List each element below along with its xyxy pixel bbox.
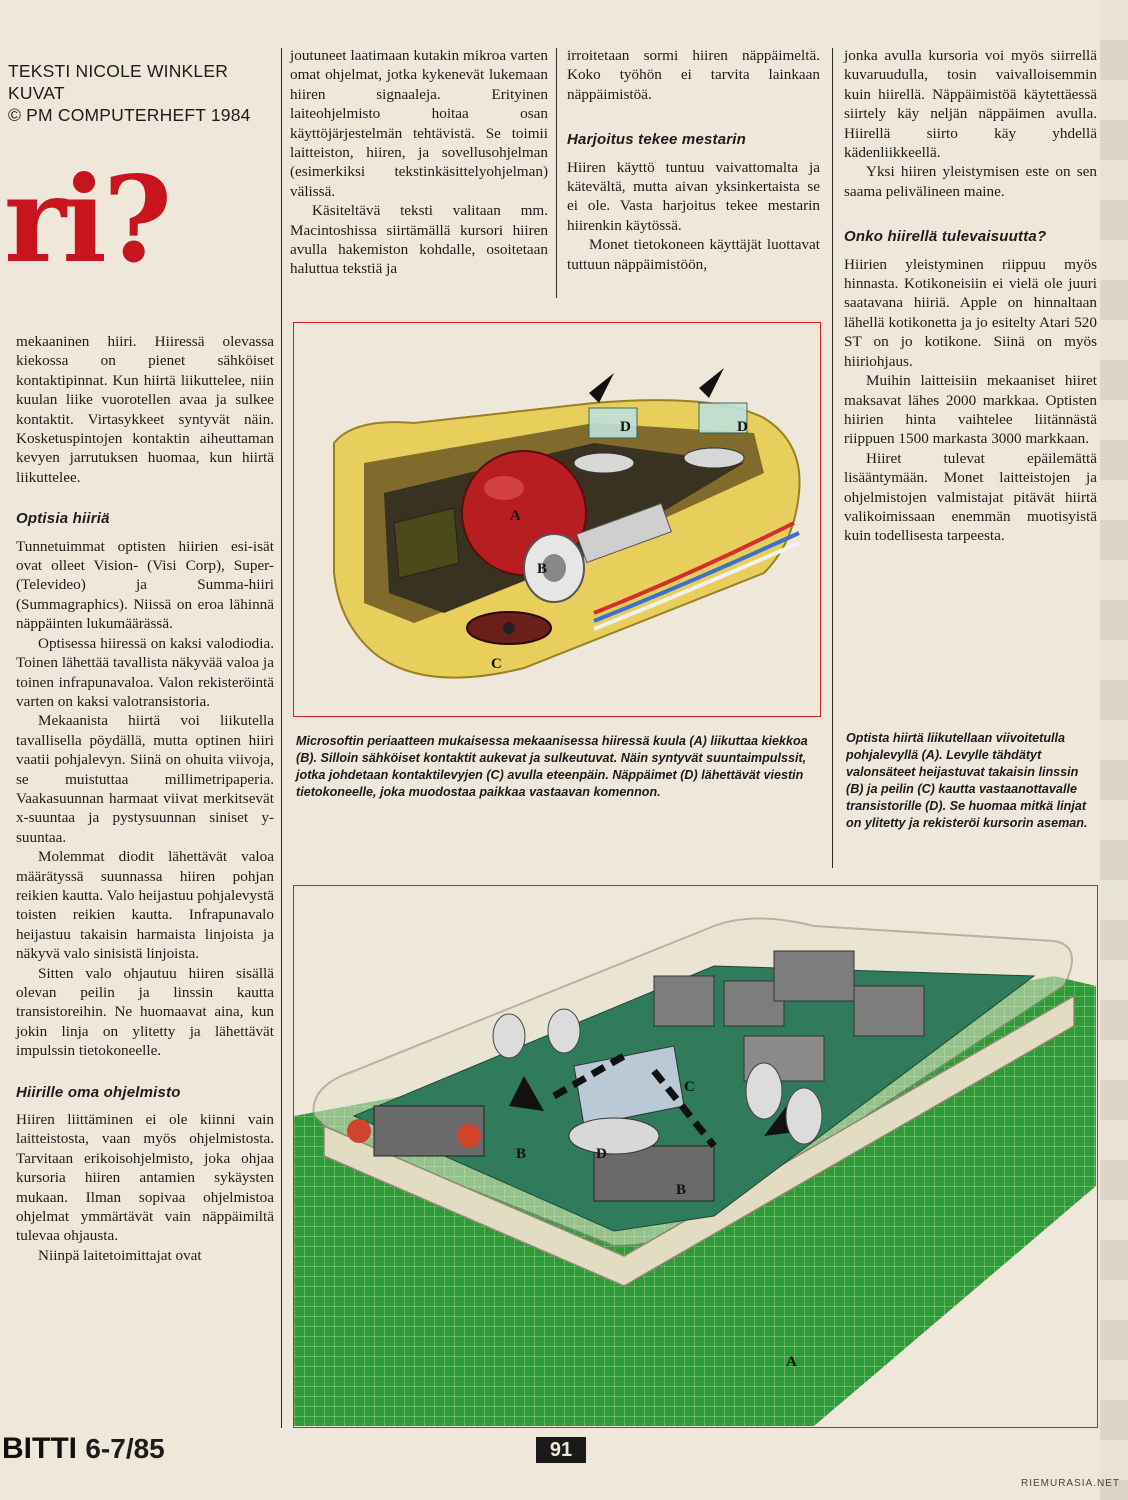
paragraph: Niinpä laitetoimittajat ovat [38, 1246, 202, 1264]
credits-text: TEKSTI NICOLE WINKLER [8, 61, 229, 81]
paragraph: Hiiren liittäminen ei ole kiinni vain laitteistosta, vaan myös ohjelmistosta. Tarvitaan erikoisohjelmisto, joka ohjaa kursoria hiiren antamien sykäysten mukaan. Ilman sopivaa ohjelmistoa ohjelmat ymmärtävät vain näppäimiltä tulevaa ohjausta. [16, 1111, 274, 1245]
paragraph: Hiirien yleistyminen riippuu myös hinnasta. Kotikoneisiin ei vielä ole juuri saatavana hiiriä. Apple on hinnaltaan lähellä kotikonetta ja jo esitelty Atari 520 ST on jo kotikone. Siinä on myös hiiriohjaus. [844, 255, 1097, 370]
label-c: C [491, 656, 502, 672]
issue-number: 6-7/85 [85, 1433, 165, 1464]
label-c: C [684, 1079, 695, 1095]
paragraph: jonka avulla kursoria voi myös siirrellä kuvaruudulla, tosin vaivalloisemmin kuin hiirellä. Näppäimistöä käytettäessä siirtely käy neljän näppäimen avulla. Hiirellä siirto käy yhdellä kädenliikkeellä. [844, 47, 1097, 162]
figure-optical-mouse [293, 885, 1098, 1428]
caption-mechanical-mouse: Microsoftin periaatteen mukaisessa mekaanisessa hiiressä kuula (A) liikuttaa kiekkoa (B). Silloin sähköiset kontaktit aukevat ja sulkeutuvat. Näin syntyvät suuntaimpulssit, jotka johdetaan kontaktilevyjen (C) avulla eteenpäin. Näppäimet (D) lähettävät viestin tietokoneelle, joka muodostaa paikkaa vastaavan komennon. [296, 734, 808, 799]
paragraph: Käsiteltävä teksti valitaan mm. Macintoshissa siirtämällä kursori hiiren avulla hakemiston kohdalle, osoitetaan haluttua tekstiä ja [290, 202, 548, 278]
credits-photos: KUVAT [8, 83, 65, 103]
label-d-right: D [737, 419, 748, 435]
paragraph: Hiiret tulevat epäilemättä lisääntymään. Monet laitteistojen ja ohjelmistojen valmistajat pitävät hiirtä valikoimissaan enemmän muotisyistä kuin todellisesta tarpeesta. [844, 449, 1097, 545]
paragraph: Molemmat diodit lähettävät valoa määrätyssä suunnassa hiiren pohjan reikien kautta. Valo heijastuu pohjalevystä toisten reikien kautta. Infrapunavalo heijastuu takaisin harmaista linjoista ja näkyvä valo sinisistä linjoista. [16, 848, 274, 963]
site-watermark: RIEMURASIA.NET [1020, 1478, 1120, 1489]
paragraph: joutuneet laatimaan kutakin mikroa varten omat ohjelmat, jotka kykenevät lukemaan hiiren signaaleja. Erityinen laiteohjelmisto hoitaa osan käyttöjärjestelmän tehtävistä. Se toimii laitteiston, hiiren, ja sovellusohjelman (esimerkiksi tekstinkäsittelyohjelman) välissä. [290, 47, 548, 200]
column-rule [832, 48, 833, 868]
subheading-optical: Optisia hiiriä [16, 510, 110, 528]
label-d-left: D [620, 419, 631, 435]
paragraph: Optisessa hiiressä on kaksi valodiodia. Toinen lähettää tavallista näkyvää valoa ja toinen infrapunavaloa. Valon rekisteröintä varten on kaksi valotransistoria. [16, 634, 274, 710]
credits-copyright: © PM COMPUTERHEFT 1984 [8, 105, 251, 125]
footer-masthead [2, 1432, 165, 1466]
caption-optical-mouse: Optista hiirtä liikutellaan viivoitetulla pohjalevyllä (A). Levylle tähdätyt valonsäteet heijastuvat takaisin linssin (B) ja peilin (C) kautta vastaanottavalle transistorille (D). Se huomaa mitkä linjat on ylitetty ja rekisteröi kursorin aseman. [846, 731, 1088, 830]
subheading-future: Onko hiirellä tulevaisuutta? [844, 228, 1047, 246]
text-column-4 [844, 46, 1097, 546]
label-a: A [786, 1354, 797, 1370]
paragraph: Hiiren käyttö tuntuu vaivattomalta ja kätevältä, mutta aivan yksinkertaista se ei ole. Vasta harjoitus tekee mestarin hiirenkin käytössä. [567, 158, 820, 234]
figure-mechanical-mouse [293, 322, 821, 717]
mechanical-mouse-illustration [294, 323, 819, 715]
article-credits [8, 60, 276, 126]
adjacent-page-edge [1100, 0, 1128, 1500]
text-column-1 [16, 332, 274, 1265]
label-b-right: B [676, 1182, 687, 1198]
magazine-name: BITTI [2, 1432, 77, 1465]
label-d: D [596, 1146, 607, 1162]
column-rule [556, 48, 557, 298]
paragraph: irroitetaan sormi hiiren näppäimeltä. Koko työhön ei tarvita lainkaan näppäimistöä. [567, 47, 820, 103]
label-b: B [537, 561, 548, 577]
text-column-2 [290, 46, 548, 279]
text-column-3 [567, 46, 820, 274]
paragraph: Muihin laitteisiin mekaaniset hiiret maksavat lähes 2000 markkaa. Optisten hiirien hinta vaihtelee liitännästä riippuen 1500 markasta 3000 markkaan. [844, 372, 1097, 448]
paragraph: Tunnetuimmat optisten hiirien esi-isät ovat olleet Vision- (Visi Corp), Super- (Televideo) ja Summa-hiiri (Summagraphics). Niissä on eroa lähinnä näppäinten lukumäärässä. [16, 537, 274, 633]
label-b-left: B [516, 1146, 527, 1162]
title-fragment: ri? [4, 150, 169, 289]
paragraph: Yksi hiiren yleistymisen este on sen saama pelivälineen maine. [844, 163, 1097, 200]
column-rule [281, 48, 282, 1428]
paragraph: Sitten valo ohjautuu hiiren sisällä olevan peilin ja linssin kautta transistoreihin. Ne huomaavat aina, kun jokin linja on ylitetty ja lähettävät impulssin tietokoneelle. [16, 964, 274, 1060]
label-a: A [510, 508, 521, 524]
subheading-software: Hiirille oma ohjelmisto [16, 1083, 181, 1101]
subheading-practice: Harjoitus tekee mestarin [567, 131, 747, 149]
page-number: 91 [536, 1437, 586, 1463]
paragraph: mekaaninen hiiri. Hiiressä olevassa kiekossa on pienet sähköiset kontaktipinnat. Kun hiirtä liikuttelee, niin kuulan liike vuorotellen avaa ja sulkee kontaktit. Virtasykkeet syntyvät näin. Kosketuspintojen kontaktin aiheuttaman kevyen jarrutuksen huomaa, kun hiirtä liikuttelee. [16, 333, 274, 486]
paragraph: Mekaanista hiirtä voi liikutella tavallisella pöydällä, mutta optinen hiiri vaatii pohjalevyn. Siinä on ohuita viivoja, se muistuttaa millimetripaperia. Vaakasuunnan harmaat viivat merkitsevät x-suuntaa ja pystysuunnan siniset y-suuntaa. [16, 712, 274, 846]
paragraph: Monet tietokoneen käyttäjät luottavat tuttuun näppäimistöön, [567, 236, 820, 273]
optical-mouse-illustration [294, 886, 1096, 1426]
